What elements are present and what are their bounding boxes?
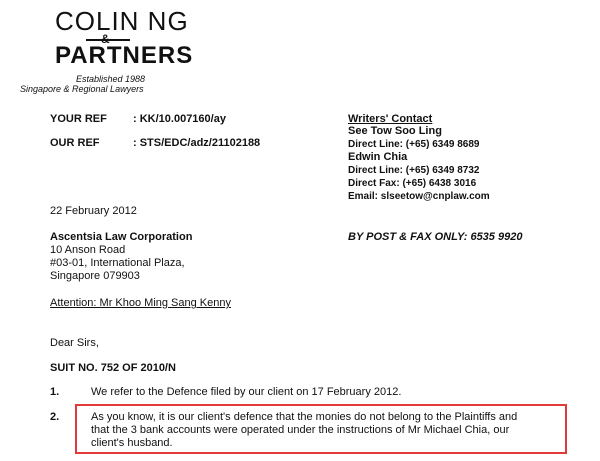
recipient-address-1: 10 Anson Road xyxy=(50,244,126,256)
recipient-address-2: #03-01, International Plaza, xyxy=(50,257,185,269)
your-ref-label: YOUR REF xyxy=(50,113,107,125)
contact-email: Email: slseetow@cnplaw.com xyxy=(348,191,490,202)
salutation: Dear Sirs, xyxy=(50,337,99,349)
our-ref-label: OUR REF xyxy=(50,137,100,149)
recipient-address-3: Singapore 079903 xyxy=(50,270,140,282)
paragraph-text-2-line-1: As you know, it is our client's defence that the monies do not belong to the Plaintiffs and xyxy=(91,411,518,423)
established-text: Established 1988 xyxy=(76,74,146,84)
contact-person-2: Edwin Chia xyxy=(348,151,408,163)
attention-line: Attention: Mr Khoo Ming Sang Kenny xyxy=(50,297,231,309)
our-ref-value: : STS/EDC/adz/21102188 xyxy=(133,137,261,149)
contact-person-1: See Tow Soo Ling xyxy=(348,125,442,137)
paragraph-text-2-line-3: client's husband. xyxy=(91,437,173,449)
firm-name-line1: COLIN NG xyxy=(55,6,189,36)
letter-date: 22 February 2012 xyxy=(50,205,137,217)
tagline-text: Singapore & Regional Lawyers xyxy=(20,84,144,94)
contact-direct-line-1: Direct Line: (+65) 6349 8689 xyxy=(348,139,480,150)
paragraph-number-2: 2. xyxy=(50,411,60,423)
firm-name-ampersand: & xyxy=(101,32,110,46)
paragraph-text-2-line-2: that the 3 bank accounts were operated under the instructions of Mr Michael Chia, our xyxy=(91,424,510,436)
recipient-firm: Ascentsia Law Corporation xyxy=(50,231,193,243)
contact-direct-line-2: Direct Line: (+65) 6349 8732 xyxy=(348,165,480,176)
writers-contact-heading: Writers' Contact xyxy=(348,113,433,125)
subject-line: SUIT NO. 752 OF 2010/N xyxy=(50,362,176,374)
firm-name-line2: PARTNERS xyxy=(55,42,194,69)
contact-direct-fax: Direct Fax: (+65) 6438 3016 xyxy=(348,178,477,189)
paragraph-number-1: 1. xyxy=(50,386,60,398)
delivery-method: BY POST & FAX ONLY: 6535 9920 xyxy=(348,231,523,243)
your-ref-value: : KK/10.007160/ay xyxy=(133,113,226,125)
paragraph-text-1: We refer to the Defence filed by our client on 17 February 2012. xyxy=(91,386,402,398)
